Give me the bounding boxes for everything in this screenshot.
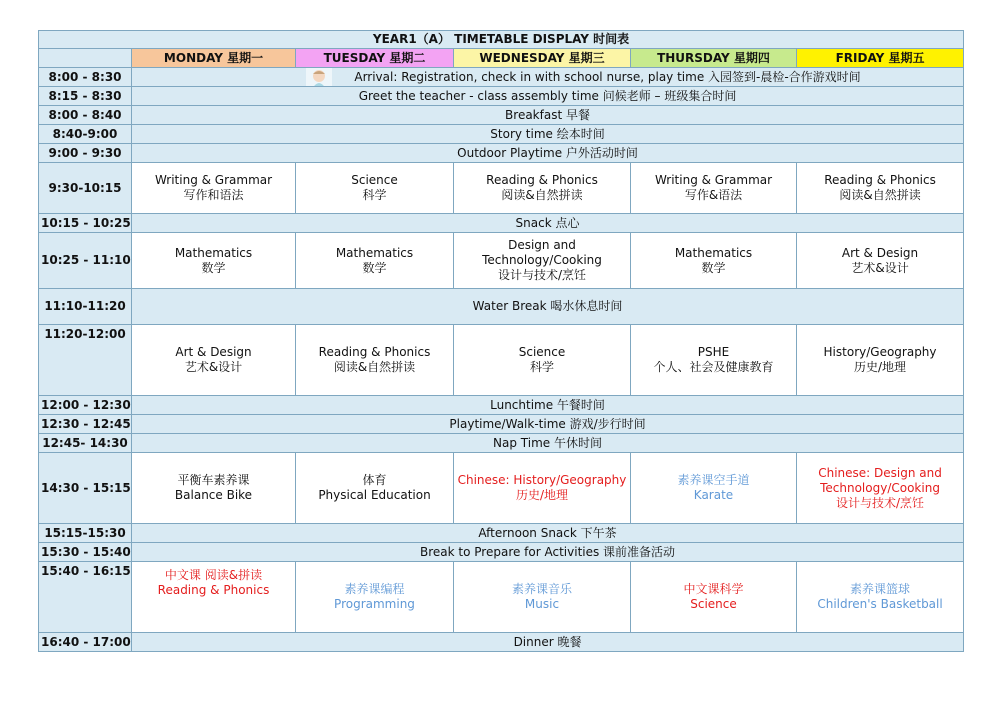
time-cell: 15:15-15:30	[39, 524, 132, 543]
lesson-zh: 数学	[201, 260, 226, 275]
lesson-en: Mathematics	[335, 245, 414, 260]
snack-cell: Snack 点心	[132, 214, 964, 233]
lesson-zh: 历史/地理	[854, 360, 907, 374]
row-nap	[39, 434, 964, 453]
time-cell: 9:00 - 9:30	[39, 144, 132, 163]
lesson-zh: 设计与技术/烹饪	[497, 268, 587, 282]
greet-cell: Greet the teacher - class assembly time 问候老师 – 班级集合时间	[132, 87, 964, 106]
lesson-zh: 设计与技术/烹饪	[836, 495, 925, 510]
lesson-en: Karate	[693, 488, 734, 502]
lesson-zh: 阅读&自然拼读	[501, 188, 583, 202]
dinner-cell: Dinner 晚餐	[132, 633, 964, 652]
lesson-en: Programming	[334, 597, 415, 611]
row-water-break	[39, 289, 964, 325]
lesson-zh: 体育	[362, 473, 387, 487]
time-cell: 12:00 - 12:30	[39, 396, 132, 415]
lesson-cell-tuesday	[296, 562, 454, 633]
arrival-text: Arrival: Registration, check in with school nurse, play time 入园签到-晨检-合作游戏时间	[354, 69, 861, 84]
lesson-cell-tuesday	[296, 233, 454, 289]
time-cell: 14:30 - 15:15	[39, 453, 132, 524]
lesson-en: Science	[351, 173, 398, 187]
row-snack	[39, 214, 964, 233]
day-header-thursday: THURSDAY 星期四	[631, 49, 797, 68]
time-cell: 15:40 - 16:15	[39, 562, 132, 633]
lesson-zh: 科学	[362, 188, 387, 202]
row-afternoon-snack	[39, 524, 964, 543]
lesson-en: History/Geography	[823, 345, 937, 359]
lesson-en: Art & Design	[175, 345, 252, 359]
lesson-en: Chinese: Design and	[818, 465, 942, 480]
lesson-cell-tuesday	[296, 163, 454, 214]
lesson-zh: 艺术&设计	[184, 360, 243, 374]
lesson-cell-monday	[132, 163, 296, 214]
row-dinner	[39, 633, 964, 652]
lesson-cell-thursday	[631, 163, 797, 214]
lesson-en: Music	[524, 597, 560, 611]
nap-cell: Nap Time 午休时间	[132, 434, 964, 453]
lesson-zh: 写作&语法	[684, 188, 743, 202]
lesson-en: Reading & Phonics	[824, 173, 936, 187]
story-cell: Story time 绘本时间	[132, 125, 964, 144]
lesson-zh: 素养课音乐	[511, 582, 572, 596]
arrival-cell	[132, 68, 964, 87]
lesson-en: Science	[518, 345, 566, 359]
row-period-2	[39, 233, 964, 289]
day-header-tuesday: TUESDAY 星期二	[296, 49, 454, 68]
page-title: YEAR1（A） TIMETABLE DISPLAY 时间表	[39, 31, 964, 49]
lesson-zh: 素养课篮球	[850, 582, 911, 596]
lesson-cell-wednesday	[454, 233, 631, 289]
day-header-row	[39, 49, 964, 68]
time-cell: 16:40 - 17:00	[39, 633, 132, 652]
lesson-en: Art & Design	[841, 245, 919, 260]
lesson-cell-wednesday	[454, 163, 631, 214]
row-period-1	[39, 163, 964, 214]
lesson-cell-monday	[132, 325, 296, 396]
row-breakfast	[39, 106, 964, 125]
time-cell: 11:10-11:20	[39, 289, 132, 325]
lesson-cell-thursday	[631, 233, 797, 289]
row-greet	[39, 87, 964, 106]
lesson-en: Children's Basketball	[817, 597, 943, 611]
lesson-zh: 写作和语法	[183, 188, 244, 202]
lesson-cell-friday	[797, 453, 964, 524]
lesson-en: Writing & Grammar	[654, 173, 773, 187]
lesson-en: Reading & Phonics	[157, 583, 270, 597]
row-lunch	[39, 396, 964, 415]
water-break-cell: Water Break 喝水休息时间	[132, 289, 964, 325]
row-period-4	[39, 453, 964, 524]
lesson-cell-tuesday	[296, 453, 454, 524]
lesson-cell-wednesday	[454, 562, 631, 633]
lesson-zh: 中文课 阅读&拼读	[164, 568, 263, 582]
lesson-cell-friday	[797, 562, 964, 633]
lesson-cell-wednesday	[454, 325, 631, 396]
day-header-wednesday: WEDNESDAY 星期三	[454, 49, 631, 68]
lesson-zh: 个人、社会及健康教育	[653, 360, 774, 374]
time-cell: 10:15 - 10:25	[39, 214, 132, 233]
child-avatar-icon	[306, 68, 332, 87]
corner-cell	[39, 49, 132, 68]
row-outdoor	[39, 144, 964, 163]
row-story	[39, 125, 964, 144]
lesson-cell-monday	[132, 562, 296, 633]
lesson-cell-thursday	[631, 325, 797, 396]
lesson-cell-monday	[132, 453, 296, 524]
lesson-cell-friday	[797, 325, 964, 396]
time-cell: 12:30 - 12:45	[39, 415, 132, 434]
lesson-zh: 平衡车素养课	[177, 473, 250, 487]
lesson-en: Chinese: History/Geography	[457, 473, 627, 487]
lesson-en: PSHE	[697, 345, 730, 359]
lesson-cell-thursday	[631, 562, 797, 633]
lesson-cell-tuesday	[296, 325, 454, 396]
lesson-en: Reading & Phonics	[318, 345, 431, 359]
lesson-zh: 科学	[529, 360, 554, 374]
time-cell: 8:00 - 8:40	[39, 106, 132, 125]
row-prepare	[39, 543, 964, 562]
playtime-cell: Playtime/Walk-time 游戏/步行时间	[132, 415, 964, 434]
day-header-friday: FRIDAY 星期五	[797, 49, 964, 68]
row-period-3	[39, 325, 964, 396]
lesson-zh: 素养课空手道	[677, 473, 750, 487]
row-playtime	[39, 415, 964, 434]
lesson-en: Design and	[508, 238, 576, 252]
lesson-zh: 素养课编程	[344, 582, 405, 596]
lesson-en: Writing & Grammar	[154, 173, 273, 187]
row-period-5	[39, 562, 964, 633]
lesson-en: Reading & Phonics	[486, 173, 598, 187]
lesson-zh: 数学	[362, 260, 387, 275]
day-header-monday: MONDAY 星期一	[132, 49, 296, 68]
lesson-en: Mathematics	[174, 245, 253, 260]
lunch-cell: Lunchtime 午餐时间	[132, 396, 964, 415]
outdoor-cell: Outdoor Playtime 户外活动时间	[132, 144, 964, 163]
lesson-cell-friday	[797, 233, 964, 289]
lesson-zh: 阅读&自然拼读	[333, 360, 416, 374]
lesson-cell-friday	[797, 163, 964, 214]
prepare-cell: Break to Prepare for Activities 课前准备活动	[132, 543, 964, 562]
lesson-cell-wednesday	[454, 453, 631, 524]
row-arrival	[39, 68, 964, 87]
lesson-en: Physical Education	[318, 488, 431, 502]
lesson-zh: 中文课科学	[683, 582, 744, 596]
lesson-en: Science	[690, 597, 737, 611]
time-cell: 11:20-12:00	[39, 325, 132, 396]
lesson-zh: 数学	[701, 260, 726, 275]
time-cell: 9:30-10:15	[39, 163, 132, 214]
time-cell: 8:40-9:00	[39, 125, 132, 144]
lesson-zh: 艺术&设计	[851, 260, 909, 275]
breakfast-cell: Breakfast 早餐	[132, 106, 964, 125]
lesson-en: Balance Bike	[174, 488, 253, 502]
time-cell: 8:15 - 8:30	[39, 87, 132, 106]
time-cell: 12:45- 14:30	[39, 434, 132, 453]
lesson-en-2: Technology/Cooking	[482, 253, 602, 267]
afternoon-snack-cell: Afternoon Snack 下午茶	[132, 524, 964, 543]
lesson-zh: 历史/地理	[515, 488, 569, 502]
lesson-en-2: Technology/Cooking	[820, 480, 940, 495]
time-cell: 8:00 - 8:30	[39, 68, 132, 87]
lesson-en: Mathematics	[674, 245, 753, 260]
lesson-cell-thursday	[631, 453, 797, 524]
timetable	[38, 30, 964, 652]
time-cell: 15:30 - 15:40	[39, 543, 132, 562]
time-cell: 10:25 - 11:10	[39, 233, 132, 289]
lesson-zh: 阅读&自然拼读	[839, 188, 921, 202]
lesson-cell-monday	[132, 233, 296, 289]
